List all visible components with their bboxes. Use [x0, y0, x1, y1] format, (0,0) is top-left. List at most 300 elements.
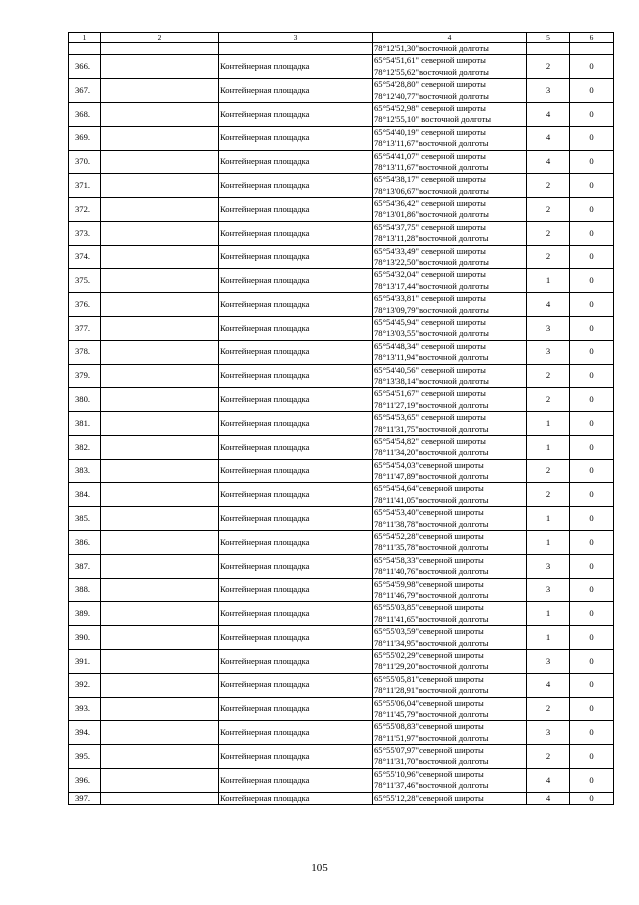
longitude: 78°11'28,91"восточной долготы — [374, 685, 489, 696]
row-number: 392. — [69, 673, 101, 697]
table-row — [69, 554, 614, 578]
column-6-value: 0 — [570, 602, 614, 626]
row-number: 386. — [69, 531, 101, 555]
longitude: 78°13'09,79"восточной долготы — [374, 304, 489, 315]
empty-cell — [101, 554, 219, 578]
longitude: 78°11'31,70"восточной долготы — [374, 756, 489, 767]
column-6-value: 0 — [570, 626, 614, 650]
coordinates-cell — [373, 626, 527, 650]
empty-cell — [101, 269, 219, 293]
column-6-value: 0 — [570, 459, 614, 483]
container-count: 2 — [527, 364, 570, 388]
row-number: 396. — [69, 768, 101, 792]
object-type: Контейнерная площадка — [219, 673, 373, 697]
longitude: 78°11'35,78"восточной долготы — [374, 542, 489, 553]
object-type: Контейнерная площадка — [219, 435, 373, 459]
table-row — [69, 79, 614, 103]
column-6-value: 0 — [570, 340, 614, 364]
longitude: 78°11'51,97"восточной долготы — [374, 732, 489, 743]
latitude: 65°54'33,49" северной широты — [374, 245, 486, 256]
coordinates-cell — [373, 198, 527, 222]
table-row — [69, 507, 614, 531]
empty-cell — [101, 245, 219, 269]
empty-cell — [101, 317, 219, 341]
column-6-value: 0 — [570, 721, 614, 745]
longitude: 78°11'41,05"восточной долготы — [374, 494, 489, 505]
empty-cell — [101, 364, 219, 388]
column-6-value: 0 — [570, 745, 614, 769]
column-6-value: 0 — [570, 673, 614, 697]
continuation-cell — [219, 43, 373, 55]
column-6-value: 0 — [570, 102, 614, 126]
row-number: 382. — [69, 435, 101, 459]
table-row — [69, 102, 614, 126]
table-row — [69, 745, 614, 769]
column-6-value: 0 — [570, 792, 614, 804]
empty-cell — [101, 221, 219, 245]
column-6-value: 0 — [570, 554, 614, 578]
latitude: 65°54'52,98" северной широты — [374, 102, 486, 113]
table-row — [69, 198, 614, 222]
latitude: 65°54'54,82" северной широты — [374, 435, 486, 446]
column-6-value: 0 — [570, 507, 614, 531]
container-count: 4 — [527, 126, 570, 150]
object-type: Контейнерная площадка — [219, 483, 373, 507]
latitude: 65°54'53,65" северной широты — [374, 412, 486, 423]
empty-cell — [101, 412, 219, 436]
row-number: 390. — [69, 626, 101, 650]
object-type: Контейнерная площадка — [219, 340, 373, 364]
table-row — [69, 388, 614, 412]
continuation-cell — [69, 43, 101, 55]
coordinates-cell — [373, 745, 527, 769]
table-row — [69, 531, 614, 555]
latitude: 65°54'41,07" северной широты — [374, 150, 486, 161]
object-type: Контейнерная площадка — [219, 126, 373, 150]
column-header: 1 — [69, 33, 101, 43]
object-type: Контейнерная площадка — [219, 388, 373, 412]
container-count: 1 — [527, 531, 570, 555]
empty-cell — [101, 126, 219, 150]
container-count: 3 — [527, 649, 570, 673]
coordinates-cell — [373, 150, 527, 174]
container-count: 4 — [527, 673, 570, 697]
column-6-value: 0 — [570, 388, 614, 412]
empty-cell — [101, 483, 219, 507]
latitude: 65°54'45,94" северной широты — [374, 317, 486, 327]
object-type: Контейнерная площадка — [219, 602, 373, 626]
coordinates-cell — [373, 340, 527, 364]
column-6-value: 0 — [570, 483, 614, 507]
table-row — [69, 221, 614, 245]
empty-cell — [101, 531, 219, 555]
coordinates-cell — [373, 602, 527, 626]
latitude: 65°54'48,34" северной широты — [374, 340, 486, 351]
empty-cell — [101, 55, 219, 79]
row-number: 387. — [69, 554, 101, 578]
object-type: Контейнерная площадка — [219, 507, 373, 531]
longitude: 78°13'11,94"восточной долготы — [374, 352, 489, 363]
row-number: 374. — [69, 245, 101, 269]
object-type: Контейнерная площадка — [219, 364, 373, 388]
empty-cell — [101, 626, 219, 650]
container-count: 2 — [527, 697, 570, 721]
table-row — [69, 578, 614, 602]
table-row — [69, 459, 614, 483]
row-number: 372. — [69, 198, 101, 222]
row-number: 367. — [69, 79, 101, 103]
column-6-value: 0 — [570, 198, 614, 222]
table-row — [69, 721, 614, 745]
coordinates-cell — [373, 554, 527, 578]
latitude: 65°55'05,81"северной широты — [374, 673, 484, 684]
continuation-cell — [101, 43, 219, 55]
latitude: 65°54'28,80" северной широты — [374, 79, 486, 90]
continuation-cell — [570, 43, 614, 55]
empty-cell — [101, 388, 219, 412]
table-row — [69, 150, 614, 174]
column-6-value: 0 — [570, 150, 614, 174]
latitude: 65°55'06,04"северной широты — [374, 697, 484, 708]
longitude: 78°13'11,28"восточной долготы — [374, 233, 489, 244]
row-number: 397. — [69, 792, 101, 804]
latitude: 65°54'33,81" северной широты — [374, 293, 486, 304]
table-row — [69, 55, 614, 79]
latitude: 65°55'03,85"северной широты — [374, 602, 484, 613]
latitude: 65°54'54,03"северной широты — [374, 459, 484, 470]
column-6-value: 0 — [570, 364, 614, 388]
column-6-value: 0 — [570, 55, 614, 79]
column-6-value: 0 — [570, 435, 614, 459]
longitude: 78°11'29,20"восточной долготы — [374, 661, 489, 672]
column-header: 6 — [570, 33, 614, 43]
container-count: 4 — [527, 293, 570, 317]
container-count: 3 — [527, 79, 570, 103]
registry-table — [68, 32, 614, 805]
empty-cell — [101, 174, 219, 198]
object-type: Контейнерная площадка — [219, 245, 373, 269]
container-count: 2 — [527, 221, 570, 245]
container-count: 2 — [527, 245, 570, 269]
column-number-row — [69, 33, 614, 43]
column-6-value: 0 — [570, 317, 614, 341]
longitude: 78°12'40,77"восточной долготы — [374, 90, 489, 101]
empty-cell — [101, 792, 219, 804]
empty-cell — [101, 340, 219, 364]
coordinates-cell — [373, 531, 527, 555]
coordinates-cell — [373, 768, 527, 792]
latitude: 65°54'40,19" северной широты — [374, 126, 486, 137]
empty-cell — [101, 745, 219, 769]
coordinates-cell — [373, 412, 527, 436]
column-6-value: 0 — [570, 269, 614, 293]
table-row — [69, 126, 614, 150]
column-6-value: 0 — [570, 293, 614, 317]
table-row-last — [69, 792, 614, 804]
row-number: 366. — [69, 55, 101, 79]
container-count: 2 — [527, 483, 570, 507]
row-number: 376. — [69, 293, 101, 317]
coordinates-cell — [373, 364, 527, 388]
empty-cell — [101, 198, 219, 222]
table-row — [69, 174, 614, 198]
object-type: Контейнерная площадка — [219, 102, 373, 126]
object-type: Контейнерная площадка — [219, 221, 373, 245]
latitude: 65°55'08,83"северной широты — [374, 721, 484, 732]
table-row — [69, 317, 614, 341]
row-number: 370. — [69, 150, 101, 174]
row-number: 368. — [69, 102, 101, 126]
empty-cell — [101, 79, 219, 103]
coordinates-cell — [373, 79, 527, 103]
container-count: 2 — [527, 174, 570, 198]
latitude: 65°55'02,29"северной широты — [374, 649, 484, 660]
container-count: 1 — [527, 626, 570, 650]
latitude: 65°54'36,42" северной широты — [374, 198, 486, 209]
table-row — [69, 293, 614, 317]
container-count: 4 — [527, 150, 570, 174]
column-6-value: 0 — [570, 126, 614, 150]
longitude: 78°11'45,79"восточной долготы — [374, 708, 489, 719]
table-row — [69, 245, 614, 269]
object-type: Контейнерная площадка — [219, 198, 373, 222]
object-type: Контейнерная площадка — [219, 150, 373, 174]
container-count: 3 — [527, 721, 570, 745]
table-row — [69, 269, 614, 293]
table-row — [69, 602, 614, 626]
table-row — [69, 626, 614, 650]
container-count: 1 — [527, 269, 570, 293]
table-row — [69, 340, 614, 364]
row-number: 379. — [69, 364, 101, 388]
empty-cell — [101, 697, 219, 721]
latitude: 65°55'10,96"северной широты — [374, 768, 484, 779]
latitude: 65°54'52,28"северной широты — [374, 531, 484, 542]
row-number: 375. — [69, 269, 101, 293]
row-number: 385. — [69, 507, 101, 531]
object-type: Контейнерная площадка — [219, 768, 373, 792]
row-number: 395. — [69, 745, 101, 769]
longitude: 78°13'06,67"восточной долготы — [374, 185, 489, 196]
container-count: 2 — [527, 55, 570, 79]
column-6-value: 0 — [570, 412, 614, 436]
coordinates-cell — [373, 483, 527, 507]
continuation-row — [69, 43, 614, 55]
table-row — [69, 673, 614, 697]
container-count: 3 — [527, 554, 570, 578]
coordinates-cell — [373, 293, 527, 317]
coordinates-cell — [373, 245, 527, 269]
longitude: 78°11'34,95"восточной долготы — [374, 637, 489, 648]
row-number: 381. — [69, 412, 101, 436]
object-type: Контейнерная площадка — [219, 317, 373, 341]
column-6-value: 0 — [570, 531, 614, 555]
object-type: Контейнерная площадка — [219, 531, 373, 555]
column-6-value: 0 — [570, 649, 614, 673]
longitude: 78°11'46,79"восточной долготы — [374, 589, 489, 600]
longitude: 78°11'47,89"восточной долготы — [374, 471, 489, 482]
column-header: 3 — [219, 33, 373, 43]
row-number: 391. — [69, 649, 101, 673]
coordinates-cell — [373, 507, 527, 531]
container-count: 4 — [527, 768, 570, 792]
container-count: 2 — [527, 459, 570, 483]
column-6-value: 0 — [570, 768, 614, 792]
object-type: Контейнерная площадка — [219, 792, 373, 804]
object-type: Контейнерная площадка — [219, 626, 373, 650]
row-number: 369. — [69, 126, 101, 150]
longitude: 78°13'38,14"восточной долготы — [374, 375, 489, 386]
table-row — [69, 483, 614, 507]
object-type: Контейнерная площадка — [219, 269, 373, 293]
latitude: 65°54'53,40"северной широты — [374, 507, 484, 518]
row-number: 383. — [69, 459, 101, 483]
object-type: Контейнерная площадка — [219, 554, 373, 578]
empty-cell — [101, 435, 219, 459]
row-number: 377. — [69, 317, 101, 341]
latitude: 65°54'51,67" северной широты — [374, 388, 486, 399]
table-row — [69, 435, 614, 459]
longitude: 78°11'38,78"восточной долготы — [374, 518, 489, 529]
empty-cell — [101, 459, 219, 483]
column-header: 4 — [373, 33, 527, 43]
latitude: 65°55'12,28"северной широты — [373, 792, 527, 804]
container-count: 4 — [527, 102, 570, 126]
longitude: 78°12'55,10" восточной долготы — [374, 114, 492, 125]
empty-cell — [101, 507, 219, 531]
coordinates-cell — [373, 673, 527, 697]
table-row — [69, 412, 614, 436]
continuation-cell — [527, 43, 570, 55]
object-type: Контейнерная площадка — [219, 55, 373, 79]
column-6-value: 0 — [570, 697, 614, 721]
table-row — [69, 768, 614, 792]
longitude: 78°12'55,62"восточной долготы — [374, 66, 489, 77]
latitude: 65°55'03,59"северной широты — [374, 626, 484, 637]
object-type: Контейнерная площадка — [219, 649, 373, 673]
row-number: 384. — [69, 483, 101, 507]
row-number: 389. — [69, 602, 101, 626]
longitude: 78°13'11,67"восточной долготы — [374, 138, 489, 149]
coordinates-cell — [373, 174, 527, 198]
row-number: 378. — [69, 340, 101, 364]
row-number: 373. — [69, 221, 101, 245]
latitude: 65°55'07,97"северной широты — [374, 745, 484, 756]
page-number: 105 — [311, 862, 328, 874]
container-count: 3 — [527, 578, 570, 602]
longitude: 78°13'01,86"восточной долготы — [374, 209, 489, 220]
row-number: 394. — [69, 721, 101, 745]
coordinates-cell — [373, 317, 527, 341]
continuation-coord: 78°12'51,30"восточной долготы — [373, 43, 527, 55]
container-count: 2 — [527, 388, 570, 412]
coordinates-cell — [373, 55, 527, 79]
coordinates-cell — [373, 388, 527, 412]
table-body — [69, 33, 614, 805]
longitude: 78°11'27,19"восточной долготы — [374, 399, 489, 410]
empty-cell — [101, 102, 219, 126]
object-type: Контейнерная площадка — [219, 745, 373, 769]
longitude: 78°13'22,50"восточной долготы — [374, 257, 489, 268]
latitude: 65°54'38,17" северной широты — [374, 174, 486, 185]
empty-cell — [101, 150, 219, 174]
latitude: 65°54'54,64"северной широты — [374, 483, 484, 494]
coordinates-cell — [373, 721, 527, 745]
container-count: 1 — [527, 507, 570, 531]
empty-cell — [101, 602, 219, 626]
empty-cell — [101, 293, 219, 317]
row-number: 371. — [69, 174, 101, 198]
latitude: 65°54'32,04" северной широты — [374, 269, 486, 280]
coordinates-cell — [373, 102, 527, 126]
coordinates-cell — [373, 459, 527, 483]
container-count: 3 — [527, 340, 570, 364]
longitude: 78°13'03,55"восточной долготы — [374, 328, 489, 339]
coordinates-cell — [373, 221, 527, 245]
coordinates-cell — [373, 578, 527, 602]
container-count: 3 — [527, 317, 570, 341]
coordinates-cell — [373, 649, 527, 673]
latitude: 65°54'51,61" северной широты — [374, 55, 486, 66]
container-count: 1 — [527, 602, 570, 626]
longitude: 78°11'37,46"восточной долготы — [374, 780, 489, 791]
empty-cell — [101, 768, 219, 792]
row-number: 393. — [69, 697, 101, 721]
empty-cell — [101, 578, 219, 602]
column-header: 5 — [527, 33, 570, 43]
table-row — [69, 697, 614, 721]
column-6-value: 0 — [570, 578, 614, 602]
column-6-value: 0 — [570, 79, 614, 103]
row-number: 380. — [69, 388, 101, 412]
container-count: 1 — [527, 412, 570, 436]
longitude: 78°13'17,44"восточной долготы — [374, 280, 489, 291]
object-type: Контейнерная площадка — [219, 79, 373, 103]
coordinates-cell — [373, 697, 527, 721]
column-6-value: 0 — [570, 245, 614, 269]
object-type: Контейнерная площадка — [219, 293, 373, 317]
container-count: 4 — [527, 792, 570, 804]
latitude: 65°54'37,75" северной широты — [374, 221, 486, 232]
column-header: 2 — [101, 33, 219, 43]
latitude: 65°54'58,33"северной широты — [374, 554, 484, 565]
column-6-value: 0 — [570, 174, 614, 198]
column-6-value: 0 — [570, 221, 614, 245]
longitude: 78°13'11,67"восточной долготы — [374, 161, 489, 172]
longitude: 78°11'41,65"восточной долготы — [374, 613, 489, 624]
coordinates-cell — [373, 435, 527, 459]
empty-cell — [101, 673, 219, 697]
row-number: 388. — [69, 578, 101, 602]
empty-cell — [101, 721, 219, 745]
coordinates-cell — [373, 126, 527, 150]
object-type: Контейнерная площадка — [219, 578, 373, 602]
object-type: Контейнерная площадка — [219, 174, 373, 198]
object-type: Контейнерная площадка — [219, 459, 373, 483]
object-type: Контейнерная площадка — [219, 721, 373, 745]
object-type: Контейнерная площадка — [219, 412, 373, 436]
container-count: 2 — [527, 198, 570, 222]
latitude: 65°54'59,98"северной широты — [374, 578, 484, 589]
container-count: 2 — [527, 745, 570, 769]
longitude: 78°11'31,75"восточной долготы — [374, 423, 489, 434]
empty-cell — [101, 649, 219, 673]
longitude: 78°11'40,76"восточной долготы — [374, 566, 489, 577]
object-type: Контейнерная площадка — [219, 697, 373, 721]
latitude: 65°54'40,56" северной широты — [374, 364, 486, 375]
longitude: 78°11'34,20"восточной долготы — [374, 447, 489, 458]
coordinates-cell — [373, 269, 527, 293]
